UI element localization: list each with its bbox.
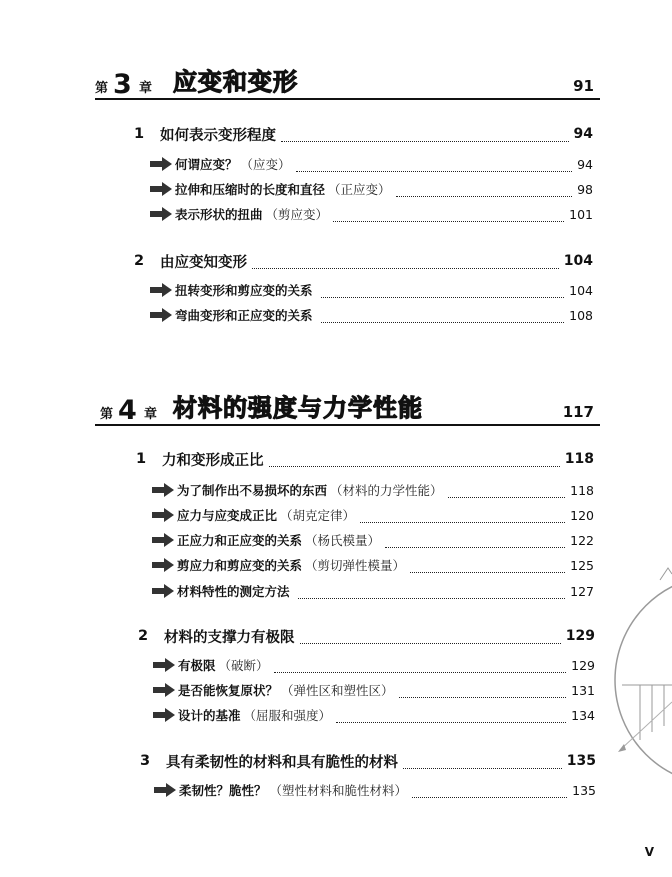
toc-item[interactable] — [150, 305, 593, 325]
section-number: 2 — [134, 253, 145, 269]
section-title: 具有柔韧性的材料和具有脆性的材料 — [166, 754, 398, 771]
chapter-3-header — [95, 68, 600, 100]
item-page: 127 — [570, 583, 594, 599]
dot-leader — [252, 254, 559, 269]
item-title: 表示形状的扭曲 — [175, 207, 263, 222]
item-title: 是否能恢复原状？ — [178, 683, 279, 698]
dot-leader — [296, 157, 573, 172]
item-page: 108 — [569, 307, 593, 323]
dot-leader — [412, 783, 567, 798]
chapter-title: 应变和变形 — [173, 68, 298, 96]
dot-leader — [410, 558, 565, 573]
dot-leader — [300, 629, 561, 644]
item-page: 122 — [570, 532, 594, 548]
section-page: 135 — [566, 753, 596, 769]
item-subtitle: （胡克定律） — [280, 508, 356, 523]
item-page: 131 — [571, 682, 595, 698]
chapter-number: 3 — [113, 69, 132, 100]
chapter-page-number: 91 — [573, 77, 594, 95]
dot-leader — [399, 683, 567, 698]
chapter-suffix: 章 — [144, 407, 158, 422]
dot-leader — [396, 182, 573, 197]
item-subtitle: （应变） — [240, 157, 291, 172]
item-page: 129 — [571, 657, 595, 673]
arrow-icon — [150, 157, 172, 171]
toc-item[interactable] — [152, 581, 594, 601]
arrow-icon — [152, 533, 174, 547]
toc-item[interactable] — [152, 530, 594, 550]
item-title: 何谓应变？ — [175, 157, 238, 172]
dot-leader — [333, 207, 564, 222]
item-title: 拉伸和压缩时的长度和直径 — [175, 182, 326, 197]
arrow-icon — [153, 683, 175, 697]
chapter-page-number: 117 — [562, 403, 594, 421]
section-title: 力和变形成正比 — [162, 452, 264, 469]
page-number: V — [644, 845, 654, 859]
toc-item[interactable] — [150, 179, 593, 199]
item-title: 有极限 — [178, 658, 216, 673]
dot-leader — [269, 452, 560, 467]
chapter-prefix: 第 — [100, 407, 114, 422]
item-subtitle: （正应变） — [328, 182, 391, 197]
toc-item[interactable] — [150, 204, 593, 224]
section-number: 2 — [138, 628, 149, 644]
arrow-icon — [152, 584, 174, 598]
toc-item[interactable] — [153, 705, 595, 725]
toc-item[interactable] — [153, 655, 595, 675]
section-page: 94 — [573, 126, 593, 142]
chapter-4-header — [95, 394, 600, 426]
item-title: 为了制作出不易损坏的东西 — [177, 483, 328, 498]
toc-item[interactable] — [152, 480, 594, 500]
section-title: 如何表示变形程度 — [160, 127, 276, 144]
item-title: 剪应力和剪应变的关系 — [177, 558, 303, 573]
item-page: 125 — [570, 557, 594, 573]
dot-leader — [448, 483, 566, 498]
chapter-prefix: 第 — [95, 81, 109, 96]
dot-leader — [385, 533, 565, 548]
item-page: 120 — [570, 507, 594, 523]
toc-item[interactable] — [150, 154, 593, 174]
toc-section[interactable] — [134, 124, 593, 144]
dot-leader — [360, 508, 565, 523]
arrow-icon — [153, 708, 175, 722]
item-page: 135 — [572, 782, 596, 798]
arrow-icon — [152, 508, 174, 522]
toc-section[interactable] — [134, 251, 593, 271]
item-page: 101 — [569, 206, 593, 222]
item-subtitle: （屈服和强度） — [243, 708, 332, 723]
toc-item[interactable] — [150, 280, 593, 300]
section-title: 材料的支撑力有极限 — [164, 629, 295, 646]
dot-leader — [336, 708, 566, 723]
item-subtitle: （弹性区和塑性区） — [281, 683, 394, 698]
item-subtitle: （剪切弹性模量） — [305, 558, 406, 573]
toc-item[interactable] — [154, 780, 596, 800]
section-number: 1 — [134, 126, 145, 142]
arrow-icon — [152, 483, 174, 497]
arrow-icon — [150, 308, 172, 322]
dot-leader — [281, 127, 569, 142]
item-title: 设计的基准 — [178, 708, 241, 723]
item-title: 弯曲变形和正应变的关系 — [175, 308, 313, 323]
item-title: 材料特性的测定方法 — [177, 584, 290, 599]
section-page: 118 — [564, 451, 594, 467]
dot-leader — [321, 283, 565, 298]
toc-item[interactable] — [152, 555, 594, 575]
item-subtitle: （破断） — [218, 658, 269, 673]
item-page: 98 — [577, 181, 593, 197]
section-title: 由应变知变形 — [160, 254, 247, 271]
section-number: 3 — [140, 753, 151, 769]
item-title: 扭转变形和剪应变的关系 — [175, 283, 313, 298]
arrow-icon — [154, 783, 176, 797]
chapter-title: 材料的强度与力学性能 — [173, 394, 423, 422]
arrow-icon — [152, 558, 174, 572]
toc-item[interactable] — [152, 505, 594, 525]
arrow-icon — [150, 207, 172, 221]
item-page: 118 — [570, 482, 594, 498]
chapter-number: 4 — [118, 395, 137, 426]
arrow-icon — [153, 658, 175, 672]
section-page: 129 — [565, 628, 595, 644]
dot-leader — [403, 754, 562, 769]
item-title: 正应力和正应变的关系 — [177, 533, 303, 548]
toc-section[interactable] — [136, 449, 594, 469]
toc-item[interactable] — [153, 680, 595, 700]
dot-leader — [274, 658, 567, 673]
dot-leader — [321, 308, 565, 323]
item-subtitle: （剪应变） — [265, 207, 329, 222]
item-title: 柔韧性？脆性？ — [179, 783, 267, 798]
decorative-circle-diagram — [600, 560, 672, 790]
arrow-icon — [150, 182, 172, 196]
section-number: 1 — [136, 451, 147, 467]
section-page: 104 — [563, 253, 593, 269]
item-subtitle: （材料的力学性能） — [330, 483, 443, 498]
item-subtitle: （杨氏模量） — [305, 533, 381, 548]
dot-leader — [298, 584, 566, 599]
toc-section[interactable] — [138, 626, 595, 646]
toc-section[interactable] — [140, 751, 596, 771]
item-page: 134 — [571, 707, 595, 723]
item-page: 94 — [577, 156, 593, 172]
item-title: 应力与应变成正比 — [177, 508, 278, 523]
arrow-icon — [150, 283, 172, 297]
chapter-suffix: 章 — [139, 81, 153, 96]
item-page: 104 — [569, 282, 593, 298]
item-subtitle: （塑性材料和脆性材料） — [269, 783, 408, 798]
